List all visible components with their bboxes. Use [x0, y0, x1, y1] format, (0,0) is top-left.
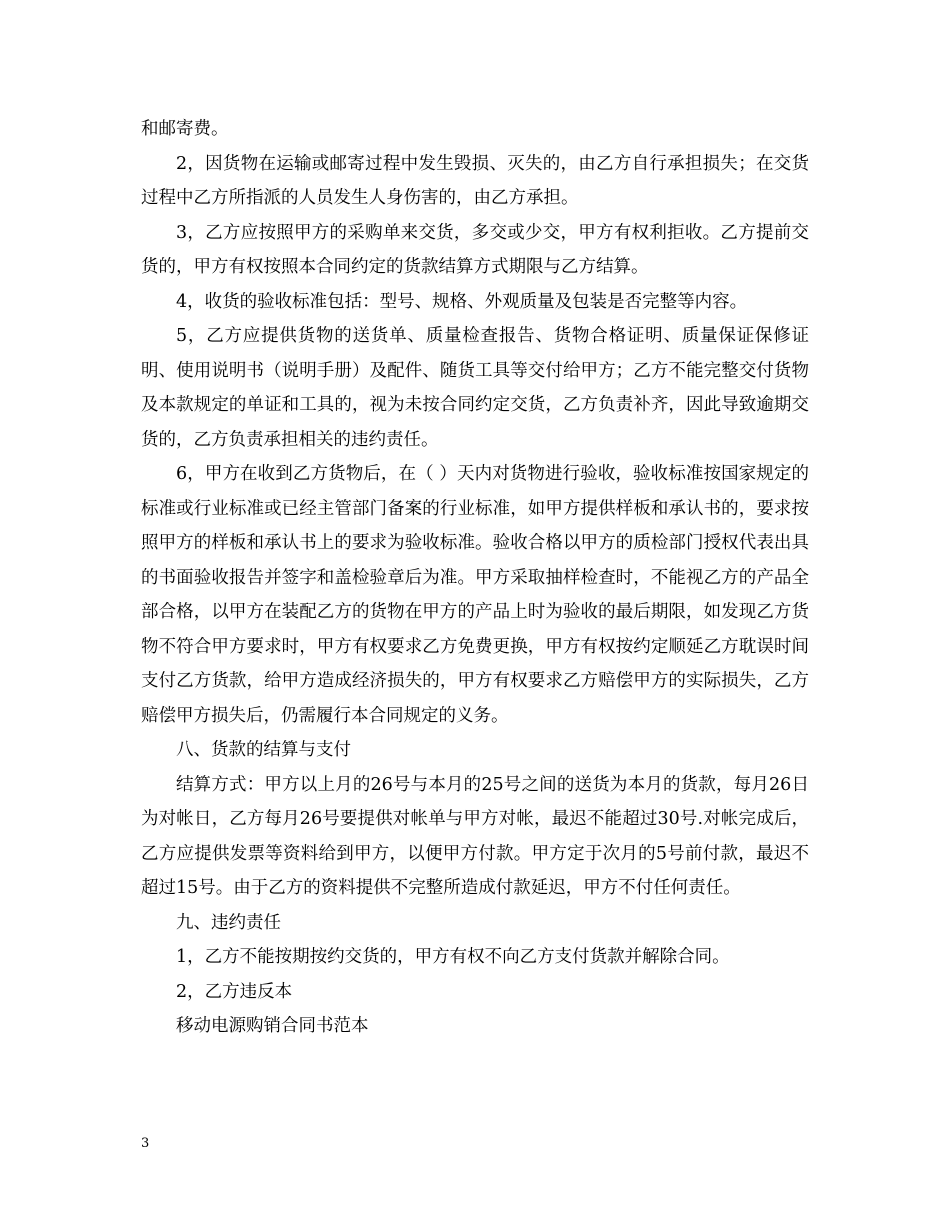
- page-number: 3: [141, 1136, 150, 1151]
- clause-4-paragraph: 4，收货的验收标准包括：型号、规格、外观质量及包装是否完整等内容。: [176, 291, 748, 312]
- section-9-heading: 九、违约责任: [176, 912, 281, 933]
- section-8-heading: 八、货款的结算与支付: [176, 740, 351, 760]
- clause-6-paragraph: 6，甲方在收到乙方货物后，在（ ）天内对货物进行验收，验收标准按国家规定的标准或行业标准或已经主管部门备案的行业标准，如甲方提供样板和承认书的，要求按照甲方的样板和承认书上的要求为验收标准。验收合格以甲方的质检部门授权代表出具的书面验收报告并签字和盖检验章后为准。甲方采取抽样检查时，不能视乙方的产品全部合格，以甲方在装配乙方的货物在甲方的产品上时为验收的最后期限，如发现乙方货物不符合甲方要求时，甲方有权要求乙方免费更换，甲方有权按约定顺延乙方耽误时间支付乙方货款，给甲方造成经济损失的，甲方有权要求乙方赔偿甲方的实际损失，乙方赔偿甲方损失后，仍需履行本合同规定的义务。: [141, 464, 809, 726]
- clause-5-paragraph: 5，乙方应提供货物的送货单、质量检查报告、货物合格证明、质量保证保修证明、使用说明书（说明手册）及配件、随货工具等交付给甲方；乙方不能完整交付货物及本款规定的单证和工具的，视为未按合同约定交货，乙方负责补齐，因此导致逾期交货的，乙方负责承担相关的违约责任。: [141, 326, 809, 450]
- breach-clause-1-paragraph: 1，乙方不能按期按约交货的，甲方有权不向乙方支付货款并解除合同。: [176, 947, 730, 967]
- settlement-paragraph: 结算方式：甲方以上月的26号与本月的25号之间的送货为本月的货款，每月26日为对帐日，乙方每月26号要提供对帐单与甲方对帐，最迟不能超过30号.对帐完成后，乙方应提供发票等资料给到甲方，以便甲方付款。甲方定于次月的5号前付款，最迟不超过15号。由于乙方的资料提供不完整所造成付款延迟，甲方不付任何责任。: [141, 774, 809, 898]
- clause-3-paragraph: 3，乙方应按照甲方的采购单来交货，多交或少交，甲方有权利拒收。乙方提前交货的，甲方有权按照本合同约定的货款结算方式期限与乙方结算。: [141, 222, 809, 277]
- document-title-footer-line: 移动电源购销合同书范本: [176, 1016, 369, 1036]
- document-body: [141, 112, 809, 1044]
- paragraph-continuation: 和邮寄费。: [141, 119, 229, 139]
- clause-2-paragraph: 2，因货物在运输或邮寄过程中发生毁损、灭失的，由乙方自行承担损失；在交货过程中乙方所指派的人员发生人身伤害的，由乙方承担。: [141, 153, 809, 208]
- breach-clause-2-paragraph: 2，乙方违反本: [176, 981, 293, 1002]
